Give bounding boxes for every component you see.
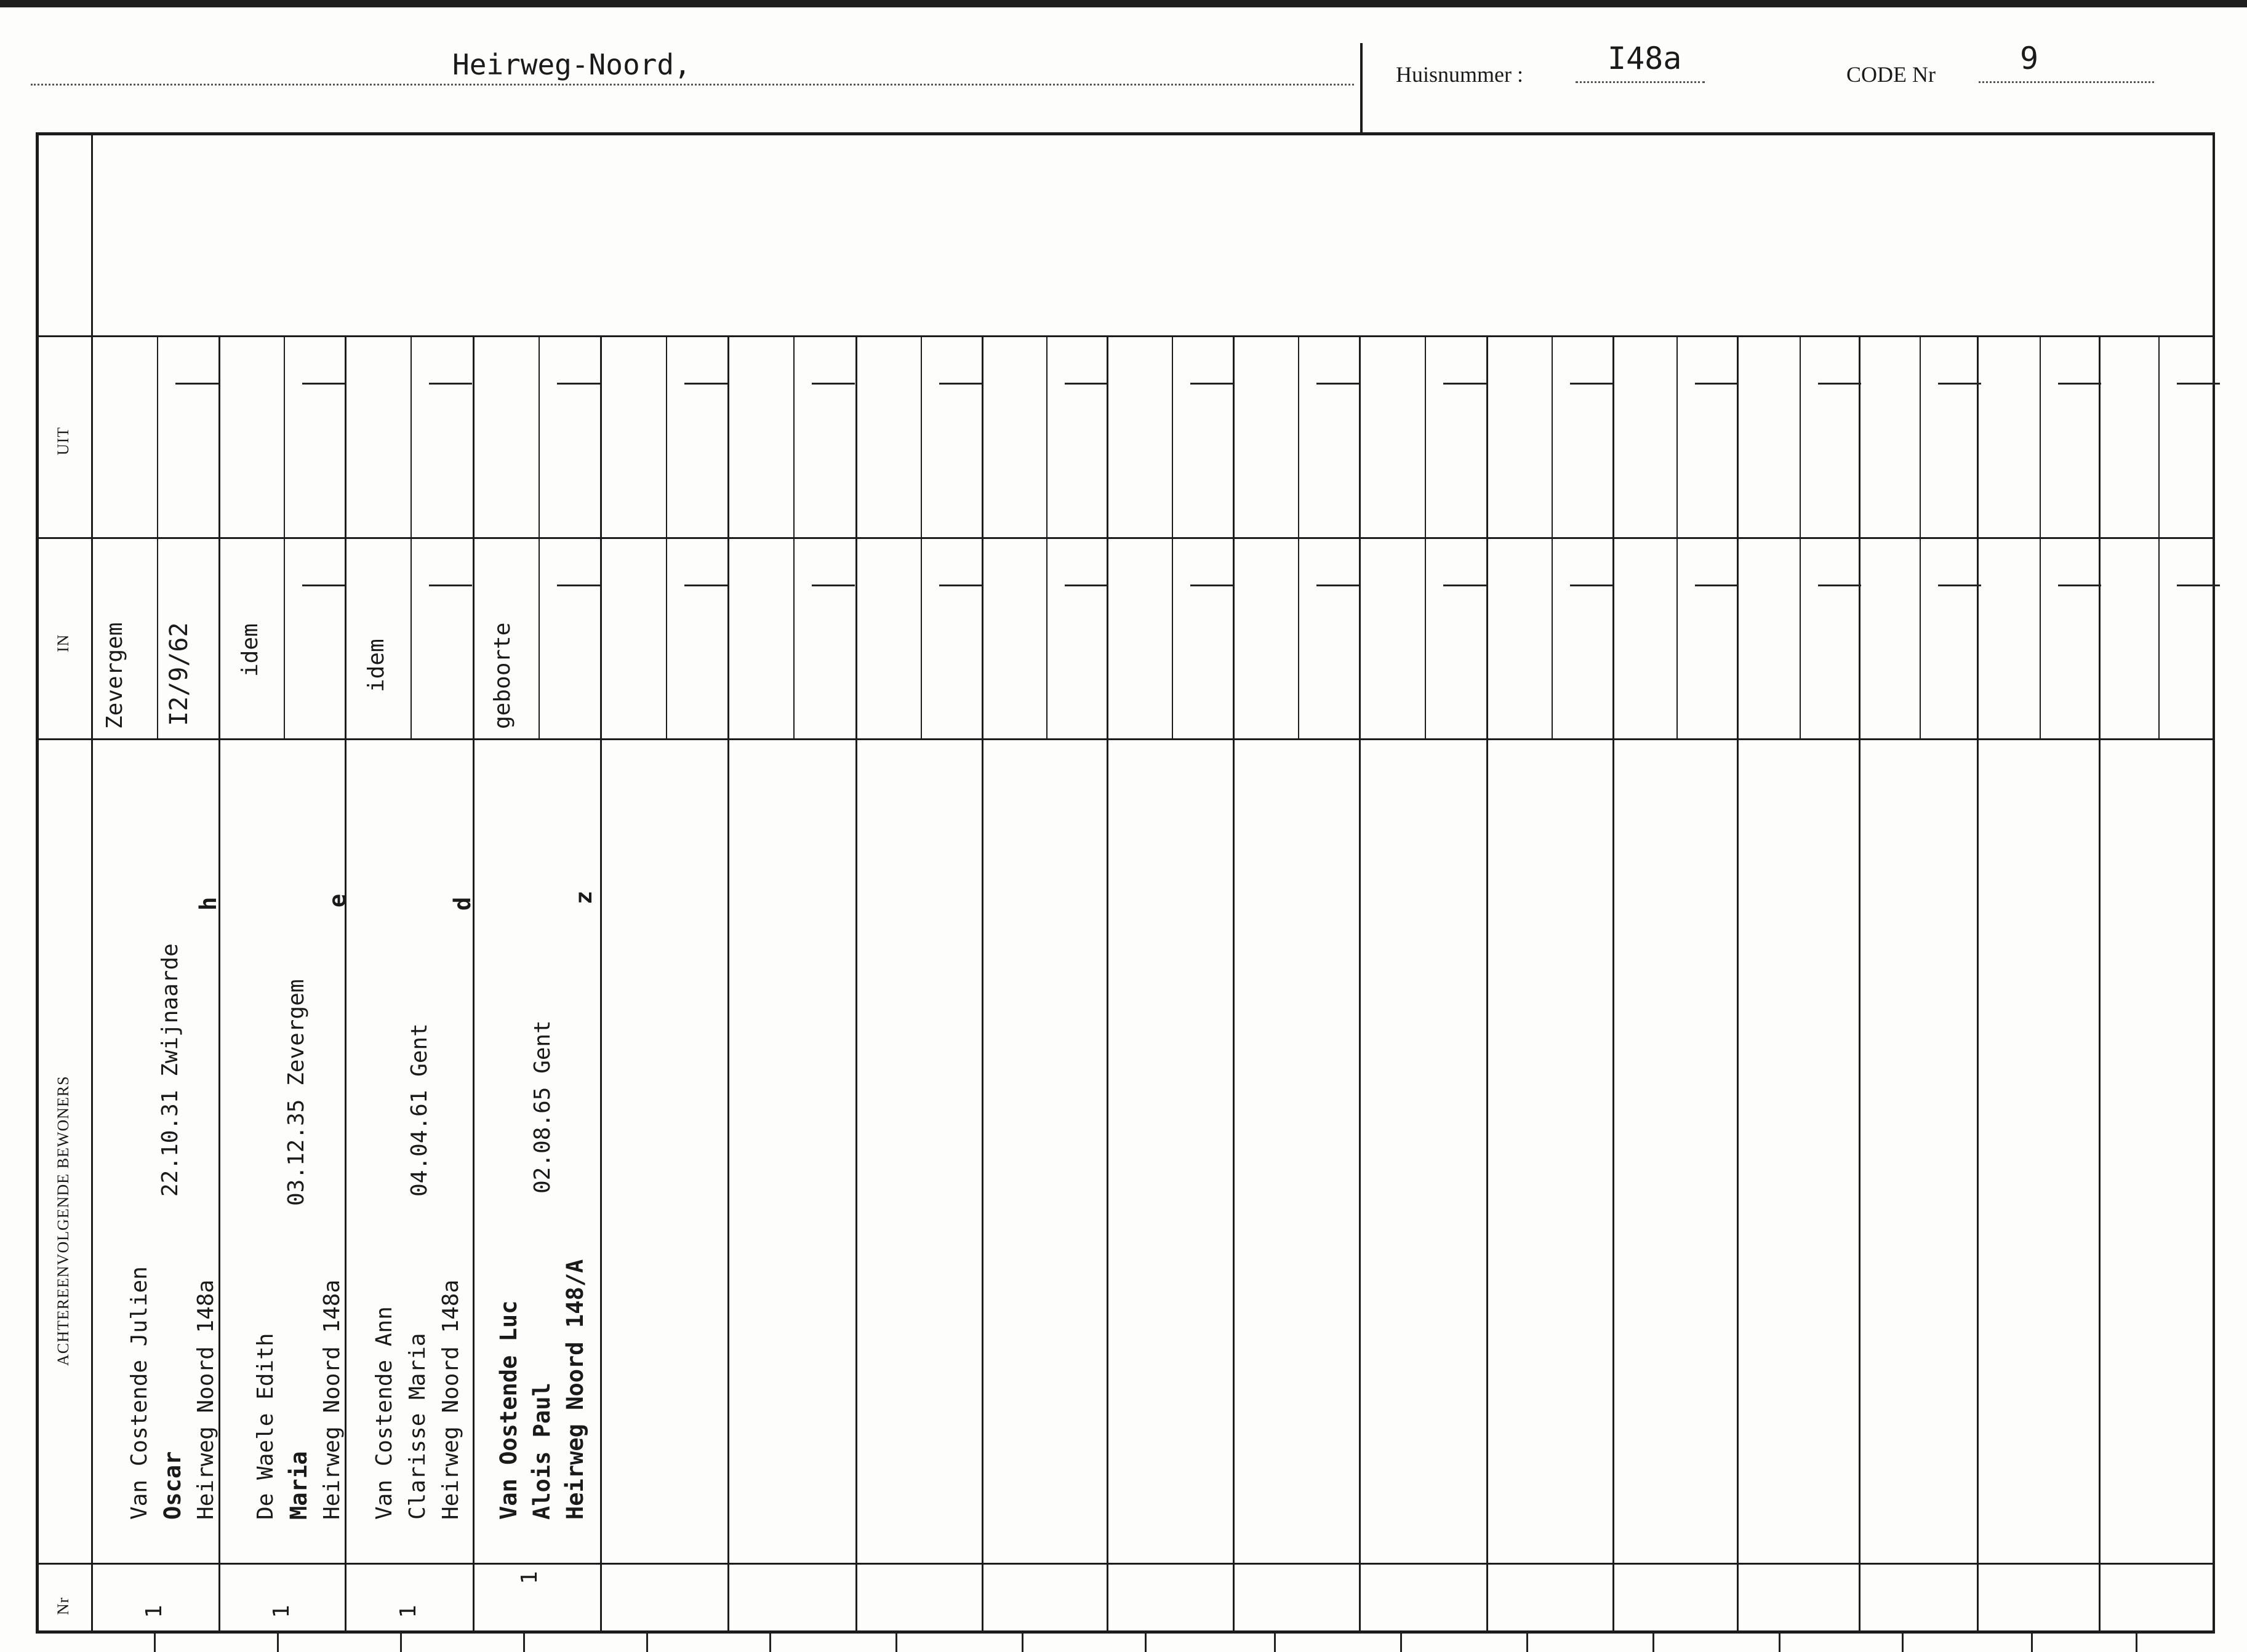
in-dash-2 [429,585,472,586]
cell-divider-16 [2158,335,2160,738]
bottom-tick-6 [895,1634,897,1652]
resident-4-address: Heirweg Noord 148/A [562,1259,588,1520]
resident-1-name: Van Costende Julien [127,1266,152,1520]
resident-2-firstname: Maria [286,1451,312,1520]
in-dash-12 [1695,585,1738,586]
uit-dash-12 [1695,383,1738,385]
in-dash-13 [1818,585,1861,586]
in-dash-5 [812,585,855,586]
header-divider [1360,43,1363,132]
uit-dash-5 [812,383,855,385]
bottom-tick-4 [646,1634,648,1652]
resident-3-address: Heirweg Noord 148a [438,1279,463,1520]
huisnummer-value: I48a [1608,41,1682,76]
resident-4-nr: 1 [517,1571,542,1584]
resident-4-name-block [492,1259,592,1520]
frame-right [2213,132,2215,1634]
cell-divider-11 [1552,335,1553,738]
cell-divider-0 [157,335,158,738]
section-line-1 [36,537,2214,539]
uit-dash-14 [1938,383,1981,385]
section-line-0 [36,335,2214,337]
resident-2-nr: 1 [269,1605,294,1618]
in-dash-1 [302,585,345,586]
bottom-tick-7 [1022,1634,1023,1652]
section-label-uit: UIT [54,426,72,455]
resident-2-address: Heirweg Noord 148a [319,1279,345,1520]
in-dash-8 [1190,585,1233,586]
cell-divider-13 [1800,335,1801,738]
column-line-12 [1612,335,1614,1630]
frame-left [36,132,39,1634]
cell-divider-14 [1920,335,1921,738]
uit-dash-8 [1190,383,1233,385]
resident-3-firstname: Clarisse Maria [405,1333,430,1520]
bottom-tick-15 [2031,1634,2033,1652]
uit-dash-4 [684,383,727,385]
resident-2-code: e [324,893,351,908]
uit-dash-10 [1443,383,1486,385]
cell-divider-7 [1046,335,1047,738]
resident-4-name: Van Oostende Luc [495,1300,522,1520]
resident-1-code: h [195,896,222,911]
cell-divider-10 [1425,335,1426,738]
cell-divider-3 [539,335,540,738]
in-dash-14 [1938,585,1981,586]
resident-1-in-date: I2/9/62 [165,622,193,726]
bottom-tick-14 [1902,1634,1904,1652]
uit-dash-11 [1570,383,1613,385]
label-column-line [91,132,93,1630]
in-dash-11 [1570,585,1613,586]
column-line-9 [1233,335,1235,1630]
uit-dash-15 [2058,383,2101,385]
resident-4-birth: 02.08.65 Gent [530,1020,555,1194]
resident-2-name: De Waele Edith [253,1333,278,1520]
cell-divider-5 [793,335,795,738]
in-dash-9 [1316,585,1360,586]
bottom-tick-10 [1400,1634,1402,1652]
code-value: 9 [2020,41,2039,76]
in-dash-10 [1443,585,1486,586]
resident-1-address: Heirweg Noord 148a [193,1279,218,1520]
bottom-tick-3 [523,1634,525,1652]
column-line-6 [855,335,857,1630]
in-dash-16 [2177,585,2220,586]
section-label-nr: Nr [54,1597,72,1615]
resident-4-firstname: Alois Paul [529,1383,555,1520]
bottom-tick-13 [1779,1634,1780,1652]
uit-dash-3 [557,383,600,385]
resident-1-birth: 22.10.31 Zwijnaarde [158,943,183,1197]
street-name: Heirweg-Noord, [452,48,691,81]
column-line-13 [1737,335,1739,1630]
resident-1-name-block [123,1266,223,1520]
column-line-5 [727,335,729,1630]
in-dash-15 [2058,585,2101,586]
uit-dash-13 [1818,383,1861,385]
column-line-16 [2099,335,2101,1630]
in-dash-6 [939,585,982,586]
cell-divider-12 [1676,335,1678,738]
cell-divider-4 [666,335,667,738]
in-dash-3 [557,585,600,586]
resident-4-in-from: geboorte [490,622,515,729]
scan-top-edge [0,0,2247,7]
section-line-3 [36,1563,2214,1565]
bottom-tick-9 [1274,1634,1276,1652]
bottom-tick-5 [769,1634,771,1652]
cell-divider-15 [2040,335,2041,738]
cell-divider-2 [411,335,412,738]
bottom-tick-0 [154,1634,156,1652]
bottom-tick-2 [400,1634,402,1652]
column-line-4 [600,335,602,1630]
resident-1-in-from: Zevergem [102,622,127,729]
cell-divider-9 [1298,335,1299,738]
cell-divider-8 [1172,335,1173,738]
column-line-3 [473,335,475,1630]
code-leader [1979,81,2154,83]
uit-dash-7 [1065,383,1108,385]
in-dash-4 [684,585,727,586]
uit-dash-9 [1316,383,1360,385]
resident-3-nr: 1 [396,1605,421,1618]
resident-2-in-from: idem [238,623,263,677]
uit-dash-1 [302,383,345,385]
resident-3-name-block [368,1280,468,1520]
uit-dash-16 [2177,383,2220,385]
column-line-8 [1107,335,1108,1630]
column-line-14 [1859,335,1860,1630]
in-dash-7 [1065,585,1108,586]
resident-3-in-from: idem [364,639,389,692]
huisnummer-leader [1576,81,1705,83]
frame-top [36,132,2214,135]
uit-dash-2 [429,383,472,385]
resident-1-firstname: Oscar [159,1451,186,1520]
column-line-10 [1359,335,1361,1630]
code-label: CODE Nr [1846,62,1936,87]
bottom-tick-1 [277,1634,279,1652]
frame-bottom [36,1630,2214,1634]
resident-4-code: z [571,890,597,904]
uit-dash-0 [175,383,218,385]
street-leader [31,84,1354,86]
bottom-tick-16 [2136,1634,2137,1652]
column-line-11 [1486,335,1488,1630]
cell-divider-1 [284,335,285,738]
resident-3-code: d [449,896,476,911]
resident-3-birth: 04.04.61 Gent [407,1023,432,1197]
column-line-15 [1977,335,1979,1630]
bottom-tick-11 [1526,1634,1528,1652]
bottom-tick-8 [1145,1634,1147,1652]
section-label-in: IN [54,634,72,652]
column-line-7 [982,335,983,1630]
resident-2-name-block [249,1280,349,1520]
bottom-tick-12 [1652,1634,1654,1652]
section-line-2 [36,738,2214,740]
uit-dash-6 [939,383,982,385]
resident-2-birth: 03.12.35 Zevergem [284,979,309,1206]
section-label-bewoners: ACHTEREENVOLGENDE BEWONERS [54,1075,72,1366]
cell-divider-6 [921,335,922,738]
huisnummer-label: Huisnummer : [1396,62,1523,87]
resident-1-nr: 1 [142,1605,167,1618]
resident-3-name: Van Costende Ann [372,1306,397,1520]
